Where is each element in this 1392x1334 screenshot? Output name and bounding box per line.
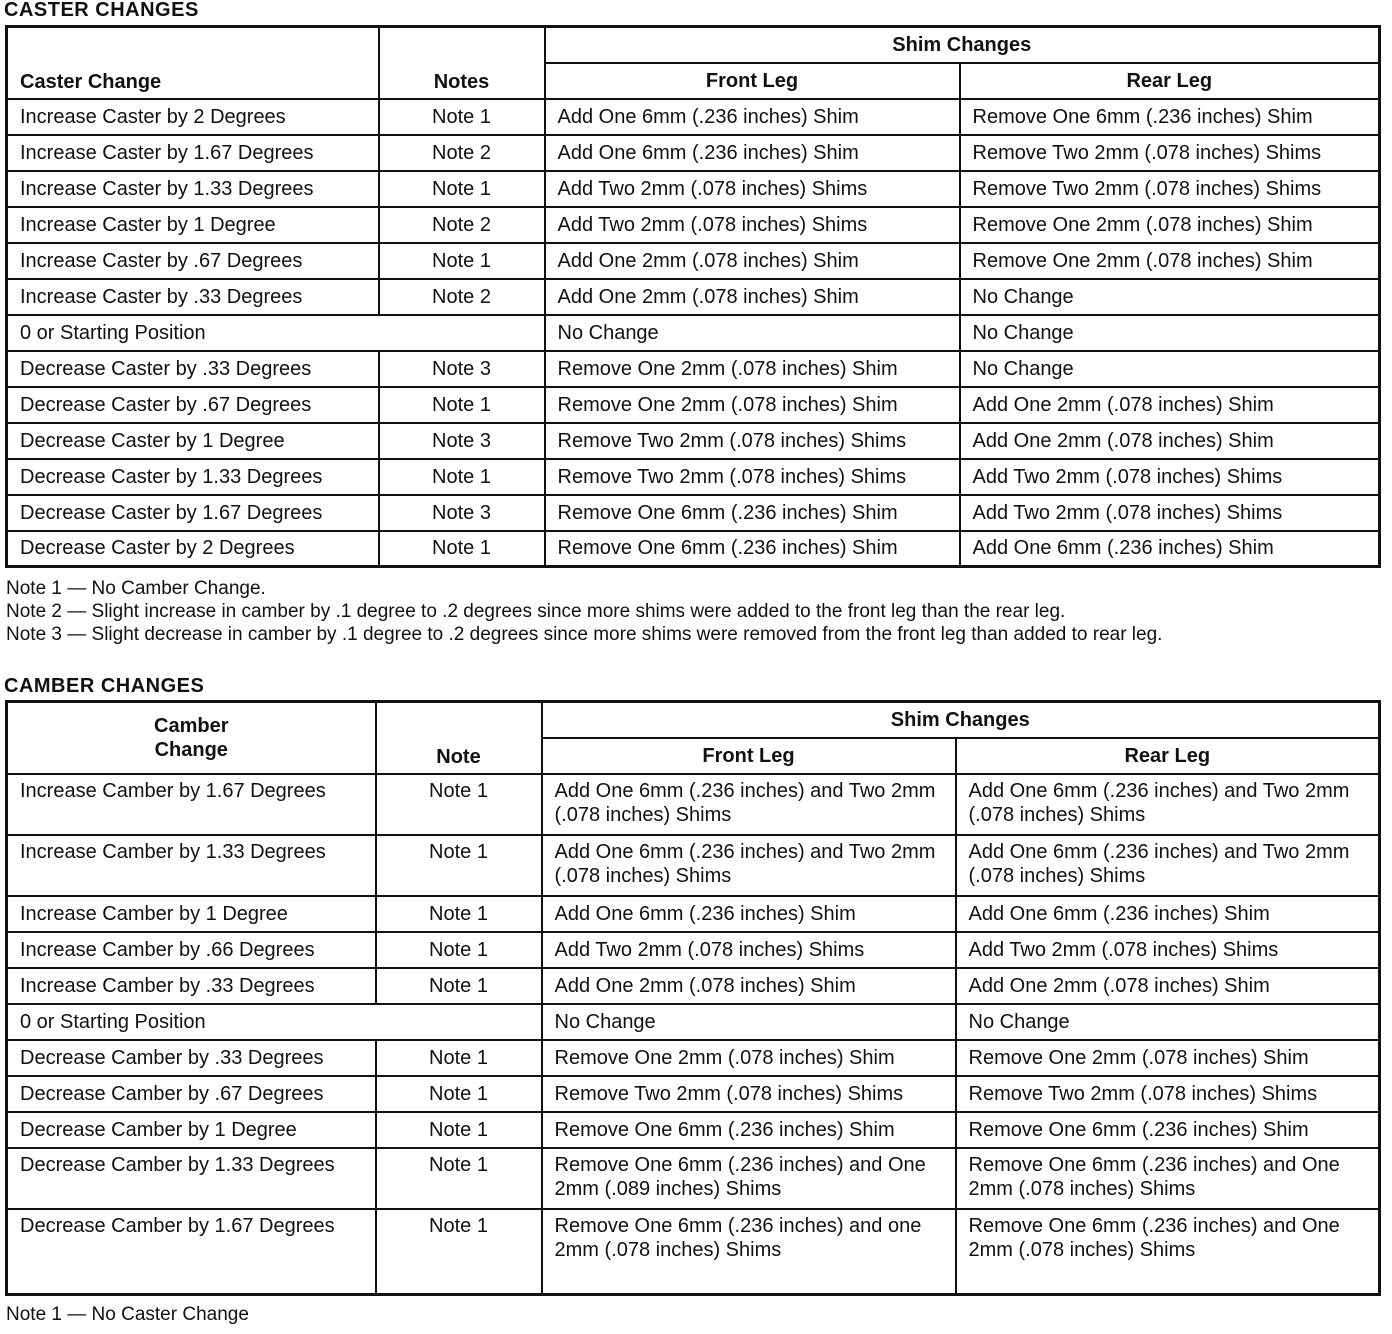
change-cell: Decrease Caster by 1.67 Degrees: [7, 495, 379, 531]
footnote: Note 1 — No Caster Change: [6, 1304, 249, 1325]
camber-changes-table: [5, 700, 1381, 1296]
table-row: [7, 135, 1380, 171]
change-cell: Increase Camber by .66 Degrees: [7, 932, 376, 968]
change-cell: Increase Camber by .33 Degrees: [7, 968, 376, 1004]
rear-leg-cell: Remove One 6mm (.236 inches) and One 2mm (.078 inches) Shims: [956, 1209, 1380, 1295]
table-row: [7, 315, 1380, 351]
note-cell: Note 1: [376, 896, 542, 932]
front-leg-cell: Add One 6mm (.236 inches) and Two 2mm (.078 inches) Shims: [542, 774, 956, 835]
footnote: Note 2 — Slight increase in camber by .1 degree to .2 degrees since more shims were added to the front leg than the rear leg.: [6, 601, 1066, 622]
rear-leg-cell: Add Two 2mm (.078 inches) Shims: [956, 932, 1380, 968]
rear-leg-cell: Add Two 2mm (.078 inches) Shims: [960, 459, 1380, 495]
table-row: [7, 1040, 1380, 1076]
rear-leg-cell: No Change: [960, 279, 1380, 315]
rear-leg-cell: Add One 6mm (.236 inches) Shim: [956, 896, 1380, 932]
table-row: [7, 835, 1380, 896]
rear-leg-cell: Remove One 6mm (.236 inches) Shim: [960, 99, 1380, 135]
rear-leg-cell: Add One 6mm (.236 inches) and Two 2mm (.078 inches) Shims: [956, 774, 1380, 835]
caster-section-title: CASTER CHANGES: [4, 0, 199, 21]
front-leg-cell: No Change: [545, 315, 960, 351]
table-row: [7, 99, 1380, 135]
table-row: [7, 423, 1380, 459]
front-leg-cell: Add Two 2mm (.078 inches) Shims: [545, 207, 960, 243]
change-cell: Increase Camber by 1.33 Degrees: [7, 835, 376, 896]
footnote: Note 1 — No Camber Change.: [6, 578, 266, 599]
rear-leg-cell: Remove Two 2mm (.078 inches) Shims: [960, 171, 1380, 207]
front-leg-cell: Add One 2mm (.078 inches) Shim: [545, 243, 960, 279]
change-cell: 0 or Starting Position: [7, 315, 545, 351]
table-row: [7, 279, 1380, 315]
change-cell: Decrease Caster by .33 Degrees: [7, 351, 379, 387]
change-cell: Increase Caster by 1 Degree: [7, 207, 379, 243]
note-cell: Note 1: [379, 99, 545, 135]
table-row: [7, 1076, 1380, 1112]
table-row: [7, 896, 1380, 932]
note-cell: Note 1: [376, 932, 542, 968]
rear-leg-cell: Add One 2mm (.078 inches) Shim: [960, 387, 1380, 423]
change-cell: Increase Caster by .33 Degrees: [7, 279, 379, 315]
rear-leg-cell: Remove One 6mm (.236 inches) Shim: [956, 1112, 1380, 1148]
table-row: [7, 531, 1380, 567]
front-leg-cell: Remove One 6mm (.236 inches) and one 2mm (.078 inches) Shims: [542, 1209, 956, 1295]
front-leg-cell: Add One 2mm (.078 inches) Shim: [545, 279, 960, 315]
table-row: [7, 932, 1380, 968]
table-row: [7, 1004, 1380, 1040]
rear-leg-cell: Add One 2mm (.078 inches) Shim: [960, 423, 1380, 459]
table-row: [7, 243, 1380, 279]
front-leg-cell: Remove One 6mm (.236 inches) Shim: [542, 1112, 956, 1148]
rear-leg-cell: Remove Two 2mm (.078 inches) Shims: [956, 1076, 1380, 1112]
note-cell: Note 1: [376, 1148, 542, 1209]
note-cell: Note 1: [376, 1040, 542, 1076]
table-row: [7, 207, 1380, 243]
front-leg-cell: Remove Two 2mm (.078 inches) Shims: [542, 1076, 956, 1112]
front-leg-cell: Remove One 6mm (.236 inches) Shim: [545, 531, 960, 567]
change-cell: Increase Caster by 2 Degrees: [7, 99, 379, 135]
note-cell: Note 2: [379, 135, 545, 171]
rear-leg-cell: Remove One 6mm (.236 inches) and One 2mm (.078 inches) Shims: [956, 1148, 1380, 1209]
camber-front-leg-header: Front Leg: [542, 738, 956, 774]
front-leg-cell: Remove One 2mm (.078 inches) Shim: [542, 1040, 956, 1076]
front-leg-cell: Remove Two 2mm (.078 inches) Shims: [545, 423, 960, 459]
front-leg-cell: Remove One 2mm (.078 inches) Shim: [545, 387, 960, 423]
change-cell: Decrease Caster by 2 Degrees: [7, 531, 379, 567]
table-row: [7, 968, 1380, 1004]
caster-change-header: Caster Change: [7, 27, 379, 99]
rear-leg-cell: No Change: [960, 315, 1380, 351]
note-cell: Note 3: [379, 423, 545, 459]
camber-footnotes: [6, 1303, 249, 1326]
note-cell: Note 2: [379, 279, 545, 315]
note-cell: Note 1: [379, 531, 545, 567]
caster-shim-changes-header: Shim Changes: [545, 27, 1380, 63]
change-cell: Increase Caster by .67 Degrees: [7, 243, 379, 279]
note-cell: Note 1: [379, 459, 545, 495]
rear-leg-cell: No Change: [960, 351, 1380, 387]
front-leg-cell: Remove Two 2mm (.078 inches) Shims: [545, 459, 960, 495]
change-cell: 0 or Starting Position: [7, 1004, 542, 1040]
note-cell: Note 3: [379, 351, 545, 387]
front-leg-cell: Add Two 2mm (.078 inches) Shims: [545, 171, 960, 207]
table-row: [7, 1148, 1380, 1209]
change-cell: Increase Caster by 1.33 Degrees: [7, 171, 379, 207]
table-row: [7, 774, 1380, 835]
rear-leg-cell: Remove One 2mm (.078 inches) Shim: [956, 1040, 1380, 1076]
change-cell: Decrease Camber by 1.67 Degrees: [7, 1209, 376, 1295]
note-cell: Note 1: [376, 1209, 542, 1295]
camber-change-header-line2: Change: [154, 738, 228, 761]
change-cell: Decrease Caster by .67 Degrees: [7, 387, 379, 423]
camber-change-header: [7, 702, 376, 774]
change-cell: Decrease Camber by 1.33 Degrees: [7, 1148, 376, 1209]
change-cell: Increase Camber by 1.67 Degrees: [7, 774, 376, 835]
camber-change-header-line1: Camber: [154, 714, 229, 737]
change-cell: Increase Camber by 1 Degree: [7, 896, 376, 932]
table-row: [7, 459, 1380, 495]
rear-leg-cell: Add One 6mm (.236 inches) and Two 2mm (.078 inches) Shims: [956, 835, 1380, 896]
caster-front-leg-header: Front Leg: [545, 63, 960, 99]
front-leg-cell: Add One 6mm (.236 inches) Shim: [542, 896, 956, 932]
camber-shim-changes-header: Shim Changes: [542, 702, 1380, 738]
rear-leg-cell: Remove One 2mm (.078 inches) Shim: [960, 243, 1380, 279]
table-row: [7, 171, 1380, 207]
note-cell: Note 1: [379, 243, 545, 279]
caster-footnotes: [6, 577, 1162, 646]
caster-notes-header: Notes: [379, 27, 545, 99]
caster-rear-leg-header: Rear Leg: [960, 63, 1380, 99]
note-cell: Note 1: [379, 387, 545, 423]
footnote: Note 3 — Slight decrease in camber by .1 degree to .2 degrees since more shims were removed from the front leg than added to rear leg.: [6, 624, 1163, 645]
front-leg-cell: Add One 6mm (.236 inches) Shim: [545, 99, 960, 135]
change-cell: Increase Caster by 1.67 Degrees: [7, 135, 379, 171]
front-leg-cell: Add One 2mm (.078 inches) Shim: [542, 968, 956, 1004]
caster-changes-table: [5, 25, 1381, 568]
rear-leg-cell: No Change: [956, 1004, 1380, 1040]
front-leg-cell: Add One 6mm (.236 inches) and Two 2mm (.078 inches) Shims: [542, 835, 956, 896]
note-cell: Note 2: [379, 207, 545, 243]
table-row: [7, 351, 1380, 387]
camber-rear-leg-header: Rear Leg: [956, 738, 1380, 774]
rear-leg-cell: Add One 6mm (.236 inches) Shim: [960, 531, 1380, 567]
table-row: [7, 1209, 1380, 1295]
change-cell: Decrease Caster by 1 Degree: [7, 423, 379, 459]
change-cell: Decrease Caster by 1.33 Degrees: [7, 459, 379, 495]
front-leg-cell: Remove One 2mm (.078 inches) Shim: [545, 351, 960, 387]
note-cell: Note 1: [376, 1076, 542, 1112]
note-cell: Note 1: [376, 1112, 542, 1148]
front-leg-cell: No Change: [542, 1004, 956, 1040]
table-row: [7, 387, 1380, 423]
rear-leg-cell: Add One 2mm (.078 inches) Shim: [956, 968, 1380, 1004]
note-cell: Note 1: [376, 774, 542, 835]
rear-leg-cell: Add Two 2mm (.078 inches) Shims: [960, 495, 1380, 531]
table-row: [7, 1112, 1380, 1148]
note-cell: Note 1: [376, 968, 542, 1004]
note-cell: Note 3: [379, 495, 545, 531]
front-leg-cell: Add Two 2mm (.078 inches) Shims: [542, 932, 956, 968]
note-cell: Note 1: [379, 171, 545, 207]
change-cell: Decrease Camber by .67 Degrees: [7, 1076, 376, 1112]
table-row: [7, 495, 1380, 531]
change-cell: Decrease Camber by 1 Degree: [7, 1112, 376, 1148]
front-leg-cell: Remove One 6mm (.236 inches) Shim: [545, 495, 960, 531]
camber-note-header: Note: [376, 702, 542, 774]
rear-leg-cell: Remove Two 2mm (.078 inches) Shims: [960, 135, 1380, 171]
rear-leg-cell: Remove One 2mm (.078 inches) Shim: [960, 207, 1380, 243]
note-cell: Note 1: [376, 835, 542, 896]
change-cell: Decrease Camber by .33 Degrees: [7, 1040, 376, 1076]
front-leg-cell: Remove One 6mm (.236 inches) and One 2mm (.089 inches) Shims: [542, 1148, 956, 1209]
front-leg-cell: Add One 6mm (.236 inches) Shim: [545, 135, 960, 171]
camber-section-title: CAMBER CHANGES: [4, 675, 205, 697]
